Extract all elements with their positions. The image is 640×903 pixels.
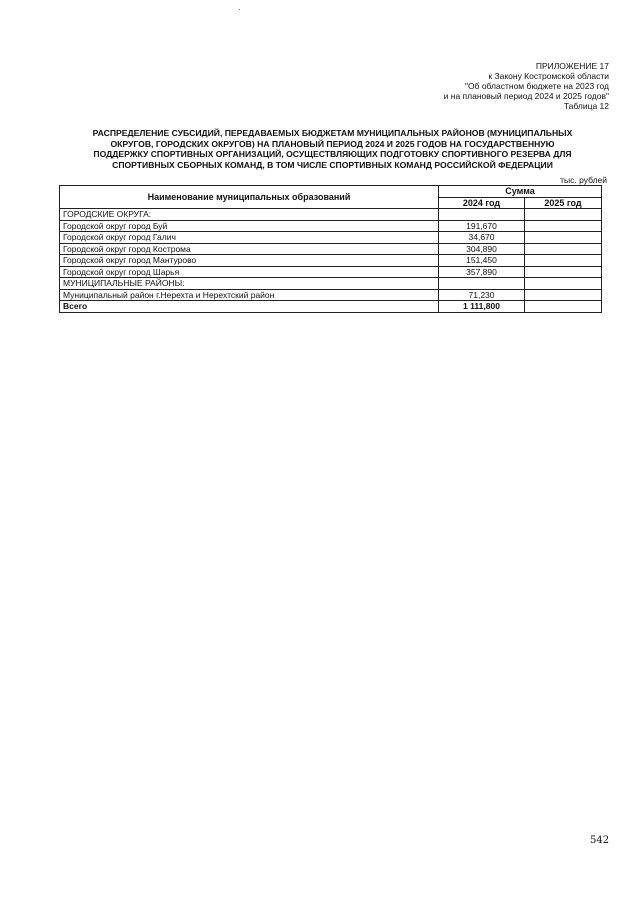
title-line: ОКРУГОВ, ГОРОДСКИХ ОКРУГОВ) НА ПЛАНОВЫЙ ПЕРИОД 2024 И 2025 ГОДОВ НА ГОСУДАРСТВЕННУЮ — [110, 138, 555, 149]
table-row — [60, 243, 602, 255]
row-value-2024: 357,890 — [439, 266, 525, 278]
table-header-row — [60, 186, 602, 198]
row-value-2024 — [439, 278, 525, 290]
header-year-2025: 2025 год — [525, 197, 602, 209]
row-value-2025 — [525, 255, 602, 267]
table-number: Таблица 12 — [563, 101, 609, 111]
document-title — [55, 128, 610, 170]
header-year-2024: 2024 год — [439, 197, 525, 209]
row-name: ГОРОДСКИЕ ОКРУГА: — [60, 209, 439, 221]
units-label: тыс. рублей — [560, 175, 607, 185]
table-row — [60, 266, 602, 278]
page-number: 542 — [590, 835, 610, 846]
row-value-2025 — [525, 220, 602, 232]
row-name: Муниципальный район г.Нерехта и Нерехтский район — [60, 289, 439, 301]
row-value-2024: 151,450 — [439, 255, 525, 267]
row-name: Городской округ город Мантурово — [60, 255, 439, 267]
row-value-2024 — [439, 209, 525, 221]
header-sum: Сумма — [439, 186, 602, 198]
appendix-line: к Закону Костромской области — [488, 71, 609, 81]
row-value-2024: 71,230 — [439, 289, 525, 301]
title-line: ПОДДЕРЖКУ СПОРТИВНЫХ ОРГАНИЗАЦИЙ, ОСУЩЕСТВЛЯЮЩИХ ПОДГОТОВКУ СПОРТИВНОГО РЕЗЕРВА ДЛЯ — [93, 149, 572, 160]
table-row — [60, 220, 602, 232]
row-value-2025 — [525, 243, 602, 255]
scan-speck — [239, 9, 240, 10]
table-row — [60, 278, 602, 290]
row-name: Городской округ город Галич — [60, 232, 439, 244]
title-line: СПОРТИВНЫХ СБОРНЫХ КОМАНД, В ТОМ ЧИСЛЕ СПОРТИВНЫХ КОМАНД РОССИЙСКОЙ ФЕДЕРАЦИИ — [112, 159, 553, 170]
row-value-2025 — [525, 289, 602, 301]
row-value-2025 — [525, 278, 602, 290]
title-line: РАСПРЕДЕЛЕНИЕ СУБСИДИЙ, ПЕРЕДАВАЕМЫХ БЮДЖЕТАМ МУНИЦИПАЛЬНЫХ РАЙОНОВ (МУНИЦИПАЛЬНЫХ — [92, 128, 573, 138]
row-name: Городской округ город Кострома — [60, 243, 439, 255]
table-row — [60, 289, 602, 301]
row-value-2024: 191,670 — [439, 220, 525, 232]
row-name: Городской округ город Шарья — [60, 266, 439, 278]
row-name: Городской округ город Буй — [60, 220, 439, 232]
subsidy-table — [59, 185, 602, 313]
appendix-block — [444, 61, 609, 111]
total-value-2025 — [525, 301, 602, 313]
total-row — [60, 301, 602, 313]
appendix-line: ПРИЛОЖЕНИЕ 17 — [535, 61, 609, 71]
row-value-2025 — [525, 266, 602, 278]
appendix-line: и на плановый период 2024 и 2025 годов" — [443, 91, 609, 101]
appendix-line: "Об областном бюджете на 2023 год — [464, 81, 609, 91]
row-value-2024: 34,670 — [439, 232, 525, 244]
table-row — [60, 255, 602, 267]
total-label: Всего — [60, 301, 439, 313]
row-value-2024: 304,890 — [439, 243, 525, 255]
table-row — [60, 232, 602, 244]
row-value-2025 — [525, 232, 602, 244]
row-value-2025 — [525, 209, 602, 221]
row-name: МУНИЦИПАЛЬНЫЕ РАЙОНЫ: — [60, 278, 439, 290]
header-name: Наименование муниципальных образований — [60, 186, 439, 209]
table-row — [60, 209, 602, 221]
total-value-2024: 1 111,800 — [439, 301, 525, 313]
